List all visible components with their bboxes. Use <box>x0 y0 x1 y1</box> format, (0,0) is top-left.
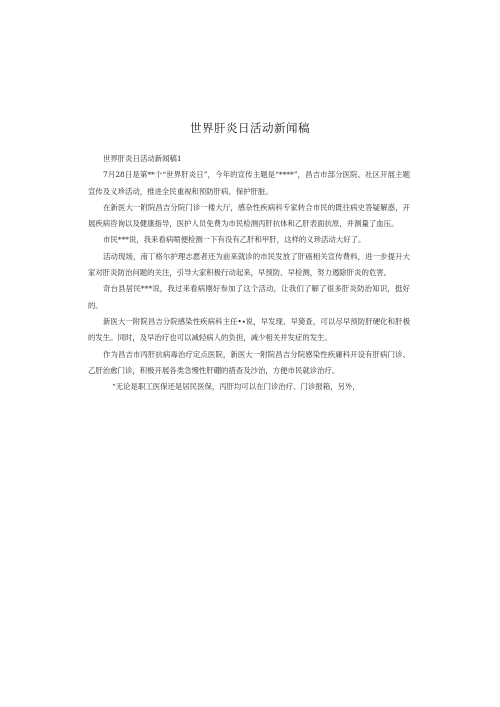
paragraph: 新医大一附院昌吉分院感染性疾病科主任•∙说，早发现、早猗查，可以尽早预防肝硬化和肝极的发生。同时，及早治疗也可以减轻病人的负担，减少相关并发症的发生。 <box>88 316 410 343</box>
paragraph: 作为昌吉市丙肝抗病毒治疗定点医院，新医大一附院昌吉分院感染性疾庸科开设有肝病门诊、乙肝治愈门诊，积极开展各类急慢性肝硼的措查及沙治，方便市民就诊治疗。 <box>88 349 410 375</box>
paragraph: 奇台县居民***说，我过来看病刚好参加了这个活动，让我们了解了很多肝炎防治知识，挺好的。 <box>88 284 410 310</box>
paragraph: “无论是职工医保还是居民医保，丙肝均可以在门诊治疗、门诊报箱，另外， <box>112 382 360 392</box>
paragraph: 7月28日是第**个“世界肝炎日”，今年的宣传主题是“****”，昌吉市部分医院、社区开展主题宣传及义珍活动，推进全民重视和预防肝病、保护肝脏。 <box>88 170 410 196</box>
document-body <box>88 151 410 395</box>
paragraph: 活动现场，南丁格尔护理志愿者还为前来就诊的市民发放了肝癌相关宣传费料，进一步提升大家对肝炎防治问题的关注，引导大家积极行动起来，早预防、早检测，努力遏除肝炎的危害。 <box>88 251 410 278</box>
paragraph: 在新医大一附院昌吉分院门诊一楼大厅，感杂性疾病科专家转合市民的既往病史答疑解惑，开展疾病咨询以及健康指导，医护人员免费为市民检测丙肝抗体和乙肝表面抗原，并测量了血压。 <box>88 202 410 229</box>
paragraph: 市民***说，我来看病喷便检测一下有没有乙肝和甲肝，这样的义珍活动大好了。 <box>103 235 366 245</box>
document-title: 世界肝炎日活动新闻稿 <box>190 121 310 135</box>
paragraph-heading: 世界肝炎日活动新闻稿1 <box>103 154 182 163</box>
